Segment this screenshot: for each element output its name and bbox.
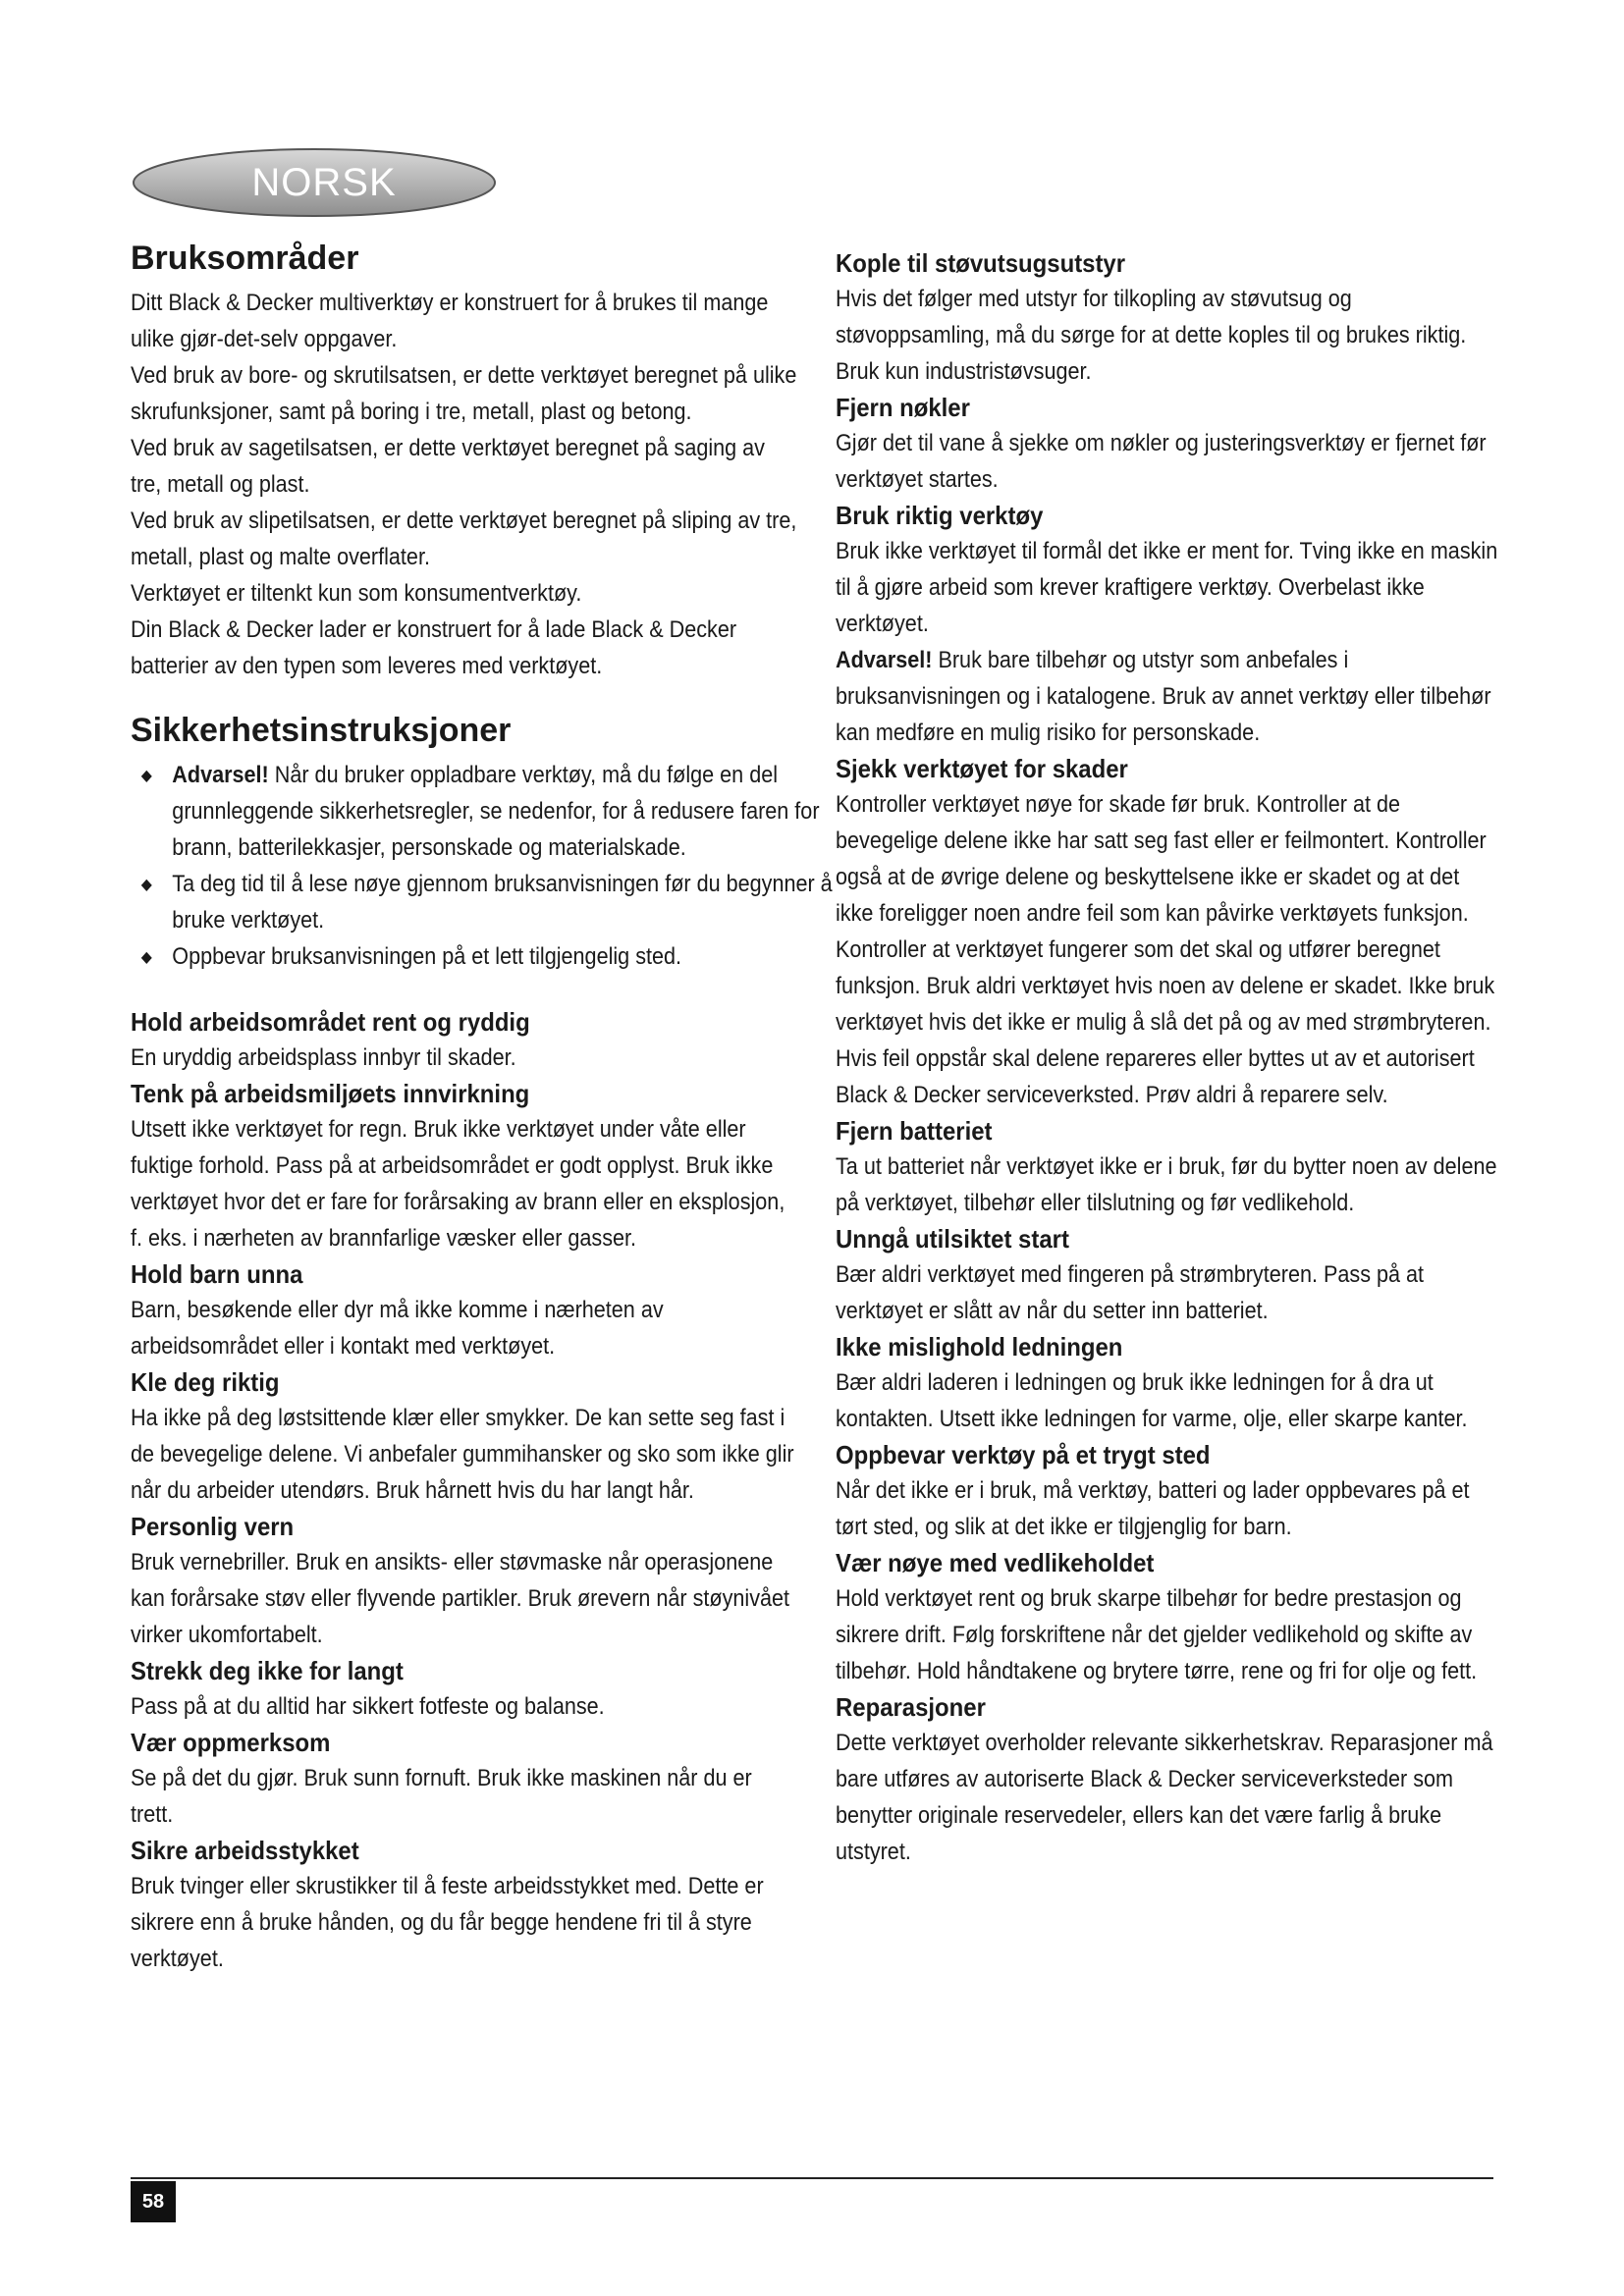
section-title-applications: Bruksområder <box>131 240 359 277</box>
item-heading: Fjern nøkler <box>836 393 970 422</box>
bullet-text: Ta deg tid til å lese nøye gjennom bruksanvisningen før du begynner å bruke verktøyet. <box>172 871 833 934</box>
item-text: Ha ikke på deg løstsittende klær eller smykker. De kan sette seg fast i de bevegelige delene. Vi anbefaler gummihansker og sko som ikke glir når du arbeider utendørs. Bruk hårnett hvis du har langt hår. <box>131 1405 794 1504</box>
page-number: 58 <box>131 2181 176 2222</box>
left-column <box>131 238 833 1977</box>
warning-label: Advarsel! <box>172 762 269 788</box>
item-heading: Hold arbeidsområdet rent og ryddig <box>131 1007 530 1037</box>
item-heading: Sikre arbeidsstykket <box>131 1836 359 1865</box>
item-heading: Kle deg riktig <box>131 1367 280 1397</box>
item-heading: Sjekk verktøyet for skader <box>836 754 1128 783</box>
item-text: Ta ut batteriet når verktøyet ikke er i bruk, før du bytter noen av delene på verktøyet, tilbehør eller tilslutning og før vedlikehold. <box>836 1153 1497 1216</box>
item-text: Hvis det følger med utstyr for tilkopling av støvutsug og støvoppsamling, må du sørge for at dette koples til og brukes riktig. Bruk kun industristøvsuger. <box>836 286 1467 385</box>
footer-divider <box>131 2177 1493 2179</box>
item-text: Barn, besøkende eller dyr må ikke komme i nærheten av arbeidsområdet eller i kontakt med verktøyet. <box>131 1297 664 1360</box>
item-heading: Bruk riktig verktøy <box>836 501 1044 530</box>
item-text: Bruk tvinger eller skrustikker til å feste arbeidsstykket med. Dette er sikrere enn å bruke hånden, og du får begge hendene fri til å styre verktøyet. <box>131 1873 764 1972</box>
item-heading: Reparasjoner <box>836 1692 986 1722</box>
item-heading: Vær oppmerksom <box>131 1728 331 1757</box>
list-item <box>131 938 839 975</box>
item-heading: Vær nøye med vedlikeholdet <box>836 1548 1155 1577</box>
paragraph: Verktøyet er tiltenkt kun som konsumentverktøy. <box>131 580 582 607</box>
item-heading: Fjern batteriet <box>836 1116 993 1146</box>
paragraph: Ditt Black & Decker multiverktøy er konstruert for å brukes til mange ulike gjør-det-selv oppgaver. <box>131 290 769 352</box>
item-text: Når det ikke er i bruk, må verktøy, batteri og lader oppbevares på et tørt sted, og slik at det ikke er tilgjenglig for barn. <box>836 1477 1470 1540</box>
safety-bullet-list <box>131 757 833 975</box>
warning-text: Bruk bare tilbehør og utstyr som anbefales i bruksanvisningen og i katalogene. Bruk av annet verktøy eller tilbehør kan medføre en mulig risiko for personskade. <box>836 647 1491 746</box>
language-badge <box>130 145 499 220</box>
diamond-bullet-icon: ◆ <box>140 949 152 966</box>
item-heading: Hold barn unna <box>131 1259 303 1289</box>
language-label: NORSK <box>251 160 397 204</box>
item-heading: Personlig vern <box>131 1512 295 1541</box>
list-item <box>131 757 839 866</box>
section-title-safety: Sikkerhetsinstruksjoner <box>131 712 512 749</box>
paragraph: Ved bruk av sagetilsatsen, er dette verktøyet beregnet på saging av tre, metall og plast. <box>131 435 765 498</box>
bullet-text: Oppbevar bruksanvisningen på et lett tilgjengelig sted. <box>172 943 682 970</box>
item-text: Gjør det til vane å sjekke om nøkler og justeringsverktøy er fjernet før verktøyet startes. <box>836 430 1487 493</box>
right-column <box>836 245 1503 1870</box>
item-text: En uryddig arbeidsplass innbyr til skader. <box>131 1044 516 1071</box>
item-heading: Kople til støvutsugsutstyr <box>836 248 1126 278</box>
diamond-bullet-icon: ◆ <box>140 768 152 784</box>
item-text: Bruk ikke verktøyet til formål det ikke er ment for. Tving ikke en maskin til å gjøre arbeid som krever kraftigere verktøy. Overbelast ikke verktøyet. <box>836 538 1498 637</box>
item-text: Bruk vernebriller. Bruk en ansikts- eller støvmaske når operasjonene kan forårsake støv eller flyvende partikler. Bruk ørevern når støynivået virker ukomfortabelt. <box>131 1549 790 1648</box>
bullet-text: Når du bruker oppladbare verktøy, må du følge en del grunnleggende sikkerhetsregler, se nedenfor, for å redusere faren for brann, batterilekkasjer, personskade og materialskade. <box>172 762 820 861</box>
item-text: Utsett ikke verktøyet for regn. Bruk ikke verktøyet under våte eller fuktige forhold. Pass på at arbeidsområdet er godt opplyst. Bruk ikke verktøyet hvor det er fare for forårsaking av brann eller en eksplosjon, f. eks. i nærheten av brannfarlige væsker eller gasser. <box>131 1116 785 1252</box>
warning-label: Advarsel! <box>836 647 933 673</box>
list-item <box>131 866 839 938</box>
applications-body <box>131 285 798 684</box>
item-heading: Tenk på arbeidsmiljøets innvirkning <box>131 1079 530 1108</box>
item-heading: Unngå utilsiktet start <box>836 1224 1069 1254</box>
item-heading: Strekk deg ikke for langt <box>131 1656 404 1685</box>
paragraph: Ved bruk av slipetilsatsen, er dette verktøyet beregnet på sliping av tre, metall, plast og malte overflater. <box>131 507 797 570</box>
warning-paragraph <box>836 642 1502 751</box>
item-text: Bær aldri laderen i ledningen og bruk ikke ledningen for å dra ut kontakten. Utsett ikke ledningen for varme, olje, eller skarpe kanter. <box>836 1369 1468 1432</box>
item-text: Pass på at du alltid har sikkert fotfeste og balanse. <box>131 1693 605 1720</box>
diamond-bullet-icon: ◆ <box>140 877 152 893</box>
paragraph: Ved bruk av bore- og skrutilsatsen, er dette verktøyet beregnet på ulike skrufunksjoner, samt på boring i tre, metall, plast og betong. <box>131 362 797 425</box>
item-text: Kontroller verktøyet nøye for skade før bruk. Kontroller at de bevegelige delene ikke har satt seg fast eller er feilmontert. Kontroller også at de øvrige delene og beskyttelsene ikke er skadet og at det ikke foreligger noen andre feil som kan påvirke verktøyets funksjon. Kontroller at verktøyet fungerer som det skal og utfører beregnet funksjon. Bruk aldri verktøyet hvis noen av delene er skadet. Ikke bruk verktøyet hvis det ikke er mulig å slå det på og av med strømbryteren. Hvis feil oppstår skal delene repareres eller byttes ut av et autorisert Black & Decker serviceverksted. Prøv aldri å reparere selv. <box>836 791 1495 1108</box>
item-text: Se på det du gjør. Bruk sunn fornuft. Bruk ikke maskinen når du er trett. <box>131 1765 752 1828</box>
item-heading: Ikke mislighold ledningen <box>836 1332 1123 1362</box>
item-text: Bær aldri verktøyet med fingeren på strømbryteren. Pass på at verktøyet er slått av når du setter inn batteriet. <box>836 1261 1425 1324</box>
item-text: Hold verktøyet rent og bruk skarpe tilbehør for bedre prestasjon og sikrere drift. Følg forskriftene når det gjelder vedlikehold og skifte av tilbehør. Hold håndtakene og brytere tørre, rene og fri for olje og fett. <box>836 1585 1478 1684</box>
item-text: Dette verktøyet overholder relevante sikkerhetskrav. Reparasjoner må bare utføres av autoriserte Black & Decker serviceverksteder som benytter originale reservedeler, ellers kan det være farlig å bruke utstyret. <box>836 1730 1493 1865</box>
item-heading: Oppbevar verktøy på et trygt sted <box>836 1440 1211 1469</box>
paragraph: Din Black & Decker lader er konstruert for å lade Black & Decker batterier av den typen som leveres med verktøyet. <box>131 616 737 679</box>
